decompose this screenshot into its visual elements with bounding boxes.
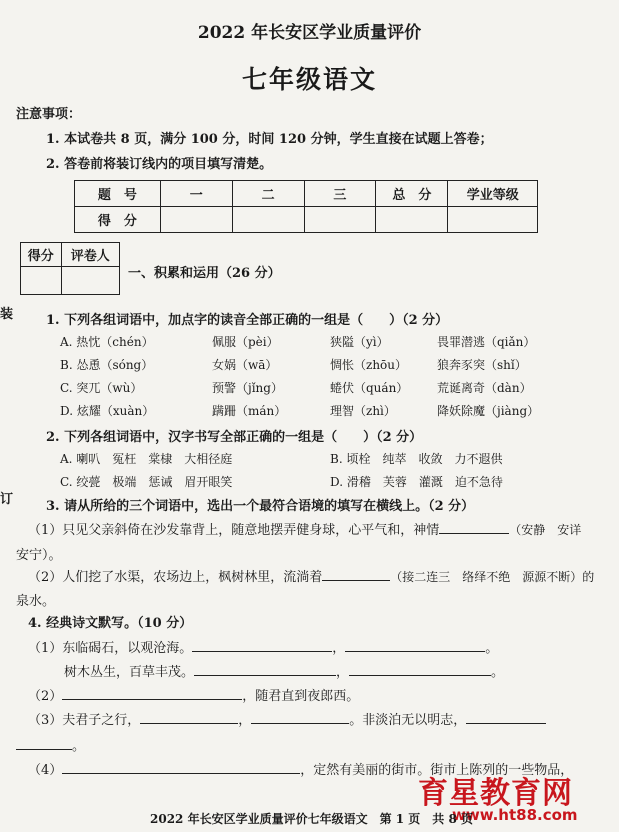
- score-row-label: 得 分: [75, 207, 161, 233]
- q3-s2-continuation: 泉水。: [16, 594, 56, 609]
- notes-heading: 注意事项：: [16, 107, 82, 122]
- q4-l1b-blank-1[interactable]: [194, 663, 336, 676]
- q1-option: 理智（zhì）: [330, 404, 396, 418]
- subject-title: 七年级语文: [241, 65, 377, 94]
- q1-option: 畏罪潜逃（qiǎn）: [437, 335, 536, 349]
- q4-l4-blank[interactable]: [62, 761, 300, 774]
- q3-s2-answer-blank[interactable]: [322, 568, 390, 581]
- q4-l3-mid: 。非淡泊无以明志，: [349, 713, 467, 728]
- score-cell: [448, 207, 538, 233]
- q1-option: 荒诞离奇（dàn）: [437, 381, 532, 395]
- comma: ，: [332, 641, 346, 656]
- watermark-url: www.ht88.com: [452, 806, 578, 824]
- q1-option: A. 热忱（chén）: [60, 335, 154, 349]
- q1-option: D. 炫耀（xuàn）: [60, 404, 155, 418]
- q4-l3-blank-2[interactable]: [251, 711, 349, 724]
- score-header-part3: 三: [304, 181, 376, 207]
- q4-l2-blank[interactable]: [62, 687, 242, 700]
- q4-line-1b: [64, 661, 504, 680]
- grader-name-cell: [61, 267, 119, 295]
- binding-mark-1: 装: [0, 307, 14, 322]
- q1-stem: 1. 下列各组词语中，加点字的读音全部正确的一组是（ ）（2 分）: [46, 313, 449, 328]
- q4-l3b-blank[interactable]: [16, 737, 72, 750]
- comma: ，: [238, 713, 252, 728]
- section1-title: 一、积累和运用（26 分）: [128, 266, 281, 281]
- q1-option: 狭隘（yì）: [330, 335, 389, 349]
- period: 。: [491, 665, 505, 680]
- q4-line-3: [28, 709, 546, 728]
- q1-option: 佩服（pèi）: [212, 335, 279, 349]
- note-item-1: 1. 本试卷共 8 页，满分 100 分，时间 120 分钟，学生直接在试题上答卷；: [46, 132, 493, 147]
- q1-option: 蜷伏（quán）: [330, 381, 409, 395]
- q3-s2-text: （2）人们挖了水渠，农场边上，枫树林里，流淌着: [28, 570, 323, 585]
- q4-line-2: [28, 685, 359, 704]
- q3-s1-text: （1）只见父亲斜倚在沙发靠背上，随意地摆弄健身球，心平气和，神情: [28, 523, 440, 538]
- score-cell: [376, 207, 448, 233]
- q4-l3-blank-3[interactable]: [466, 711, 546, 724]
- q1-option: 惆怅（zhōu）: [330, 358, 408, 372]
- score-cell: [160, 207, 232, 233]
- q2-option-c: C. 绞甍 极端 惩诫 眉开眼笑: [60, 475, 233, 489]
- score-header-total: 总 分: [376, 181, 448, 207]
- period: 。: [72, 739, 86, 754]
- q4-l4-text: ，定然有美丽的街市。街市上陈列的一些物品，: [300, 763, 574, 778]
- grader-name-label: 评卷人: [61, 243, 119, 267]
- note-item-2: 2. 答卷前将装订线内的项目填写清楚。: [46, 157, 273, 172]
- q3-s2-options: （接二连三 络绎不绝 源源不断）的: [390, 570, 595, 584]
- q2-option-b: B. 顷栓 纯萃 收敛 力不遐供: [330, 452, 503, 466]
- q3-stem: 3. 请从所给的三个词语中，选出一个最符合语境的填写在横线上。（2 分）: [46, 499, 475, 514]
- q1-option: 狼奔豕突（shǐ）: [437, 358, 527, 372]
- comma: ，: [336, 665, 350, 680]
- q3-s1-answer-blank[interactable]: [439, 521, 509, 534]
- q4-l1-blank-2[interactable]: [345, 639, 485, 652]
- score-header-part1: 一: [160, 181, 232, 207]
- q1-option: 降妖除魔（jiàng）: [437, 404, 540, 418]
- grader-score-cell: [21, 267, 62, 295]
- page-footer: 2022 年长安区学业质量评价七年级语文 第 1 页 共 8 页: [150, 812, 473, 826]
- q1-option: C. 突兀（wù）: [60, 381, 143, 395]
- q4-stem: 4. 经典诗文默写。（10 分）: [28, 616, 193, 631]
- period: 。: [485, 641, 499, 656]
- q1-option: 预警（jǐng）: [212, 381, 283, 395]
- score-table: [74, 180, 538, 233]
- q1-option: 女娲（wā）: [212, 358, 278, 372]
- q4-l1-blank-1[interactable]: [192, 639, 332, 652]
- grader-table: [20, 242, 120, 295]
- q2-option-a: A. 喇叭 冤枉 棠棣 大相径庭: [60, 452, 233, 466]
- score-header-level: 学业等级: [448, 181, 538, 207]
- grader-score-label: 得分: [21, 243, 62, 267]
- q4-line-3b: [16, 735, 85, 754]
- q3-s1-options: （安静 安详: [509, 523, 582, 537]
- score-cell: [232, 207, 304, 233]
- q3-s1-continuation: 安宁）。: [16, 548, 62, 563]
- score-header-part2: 二: [232, 181, 304, 207]
- q4-l4-prefix: （4）: [28, 763, 63, 778]
- exam-header: 2022 年长安区学业质量评价: [197, 23, 422, 43]
- q4-l1b-blank-2[interactable]: [349, 663, 491, 676]
- q4-l2-prefix: （2）: [28, 689, 63, 704]
- q3-sentence-2: [28, 566, 594, 585]
- q2-option-d: D. 滑稽 芙蓉 灌溉 迫不急待: [330, 475, 503, 489]
- q4-l3-text: （3）夫君子之行，: [28, 713, 141, 728]
- binding-mark-2: 订: [0, 492, 14, 507]
- q4-l2-text: ，随君直到夜郎西。: [242, 689, 360, 704]
- q1-option: 蹒跚（mán）: [212, 404, 287, 418]
- q4-l1b-text: 树木丛生，百草丰茂。: [64, 665, 195, 680]
- q4-line-1: [28, 637, 498, 656]
- q4-l3-blank-1[interactable]: [140, 711, 238, 724]
- q4-l1-text: （1）东临碣石，以观沧海。: [28, 641, 193, 656]
- watermark-logo: 育星教育网: [418, 776, 573, 811]
- q3-sentence-1: [28, 519, 581, 538]
- score-cell: [304, 207, 376, 233]
- score-header-question: 题 号: [75, 181, 161, 207]
- q2-stem: 2. 下列各组词语中，汉字书写全部正确的一组是（ ）（2 分）: [46, 430, 423, 445]
- q1-option: B. 怂恿（sóng）: [60, 358, 154, 372]
